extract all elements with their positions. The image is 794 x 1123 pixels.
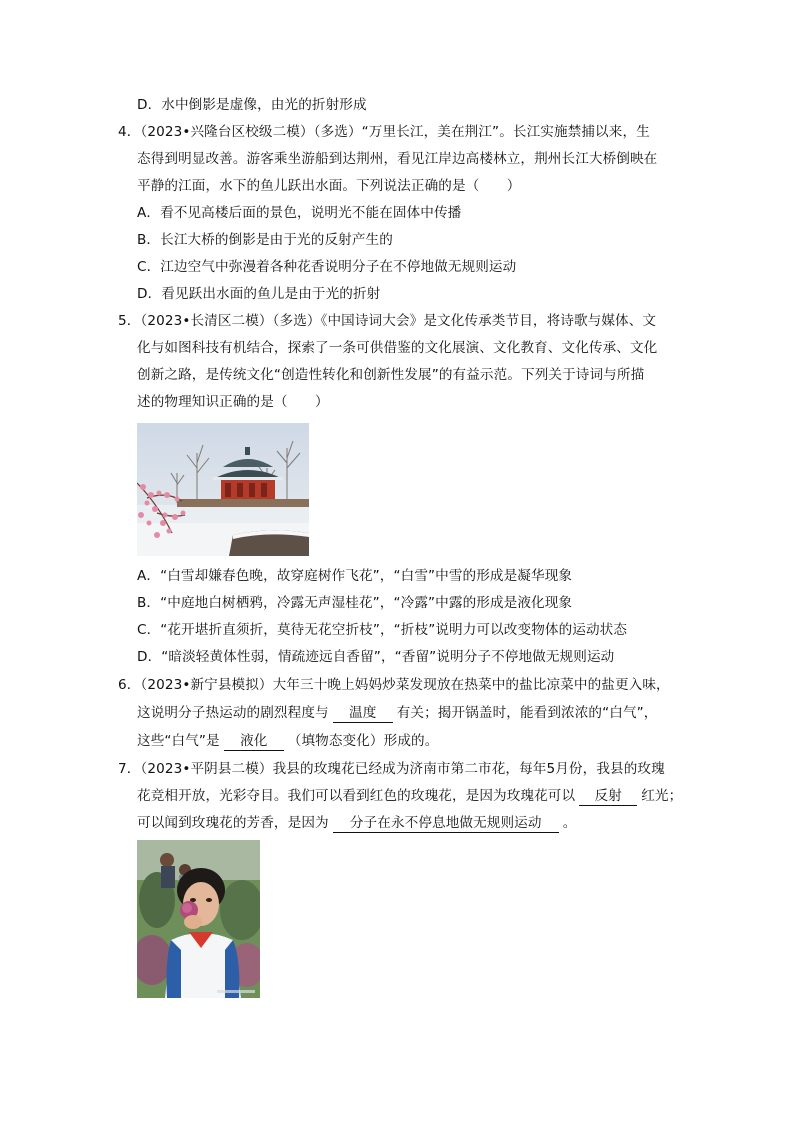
q4-stem-line-1: 4．（2023•兴隆台区校级二模）（多选）“万里长江，美在荆江”。长江实施禁捕以来，生	[118, 124, 650, 140]
q6-stem-line-3	[137, 731, 438, 751]
q5-option-d: D．“暗淡轻黄体性弱，情疏迹远自香留”，“香留”说明分子不停地做无规则运动	[137, 649, 615, 665]
q5-stem-line-1: 5．（2023•长清区二模）（多选）《中国诗词大会》是文化传承类节目，将诗歌与媒体、文	[118, 313, 657, 329]
q7-stem-line-2	[137, 786, 682, 806]
q5-option-a: A．“白雪却嫌春色晚，故穿庭树作飞花”，“白雪”中雪的形成是凝华现象	[137, 568, 573, 584]
q7-text-after-blank-1: 红光；	[641, 788, 683, 804]
q7-stem-line-1: 7．（2023•平阴县二模）我县的玫瑰花已经成为济南市第二市花，每年5月份，我县的玫瑰	[118, 761, 665, 777]
q4-stem-line-2: 态得到明显改善。游客乘坐游船到达荆州，看见江岸边高楼林立，荆州长江大桥倒映在	[137, 151, 658, 167]
q6-text-after-blank-1: 有关；揭开锅盖时，能看到浓浓的“白气”，	[396, 705, 658, 721]
q5-stem-line-2: 化与如图科技有机结合，探索了一条可供借鉴的文化展演、文化教育、文化传承、文化	[137, 340, 658, 356]
q5-option-c: C．“花开堪折直须折，莫待无花空折枝”，“折枝”说明力可以改变物体的运动状态	[137, 622, 628, 638]
q4-stem-line-3: 平静的江面，水下的鱼儿跃出水面。下列说法正确的是（ ）	[137, 178, 521, 194]
q7-stem-line-3	[137, 813, 576, 833]
q4-option-a: A．看不见高楼后面的景色，说明光不能在固体中传播	[137, 205, 462, 221]
q7-text-before-blank-2: 可以闻到玫瑰花的芳香，是因为	[137, 815, 329, 831]
q6-stem-line-1: 6．（2023•新宁县模拟）大年三十晚上妈妈炒菜发现放在热菜中的盐比凉菜中的盐更入味，	[118, 677, 670, 693]
q6-text-before-blank-1: 这说明分子热运动的剧烈程度与	[137, 705, 329, 721]
q6-answer-blank-2: 液化	[224, 733, 284, 751]
q4-option-d: D．看见跃出水面的鱼儿是由于光的折射	[137, 286, 381, 302]
q7-girl-smelling-rose-photo	[137, 840, 260, 998]
q5-pavilion-winter-photo	[137, 423, 309, 556]
q6-text-before-blank-2: 这些“白气”是	[137, 733, 220, 749]
q7-answer-blank-1: 反射	[579, 788, 637, 806]
q4-option-c: C．江边空气中弥漫着各种花香说明分子在不停地做无规则运动	[137, 259, 517, 275]
q5-stem-line-3: 创新之路，是传统文化“创造性转化和创新性发展”的有益示范。下列关于诗词与所描	[137, 367, 645, 383]
q7-text-after-blank-2: 。	[562, 815, 577, 831]
q4-option-b: B．长江大桥的倒影是由于光的反射产生的	[137, 232, 393, 248]
q6-stem-line-2	[137, 703, 658, 723]
q7-answer-blank-2: 分子在永不停息地做无规则运动	[333, 815, 559, 833]
q7-text-before-blank-1: 花竞相开放，光彩夺目。我们可以看到红色的玫瑰花，是因为玫瑰花可以	[137, 788, 576, 804]
q5-option-b: B．“中庭地白树栖鸦，冷露无声湿桂花”，“冷露”中露的形成是液化现象	[137, 595, 573, 611]
q3-option-d: D．水中倒影是虚像，由光的折射形成	[137, 97, 367, 113]
q6-answer-blank-1: 温度	[333, 705, 393, 723]
q5-stem-line-4: 述的物理知识正确的是（ ）	[137, 394, 329, 410]
q6-text-after-blank-2: （填物态变化）形成的。	[287, 733, 439, 749]
